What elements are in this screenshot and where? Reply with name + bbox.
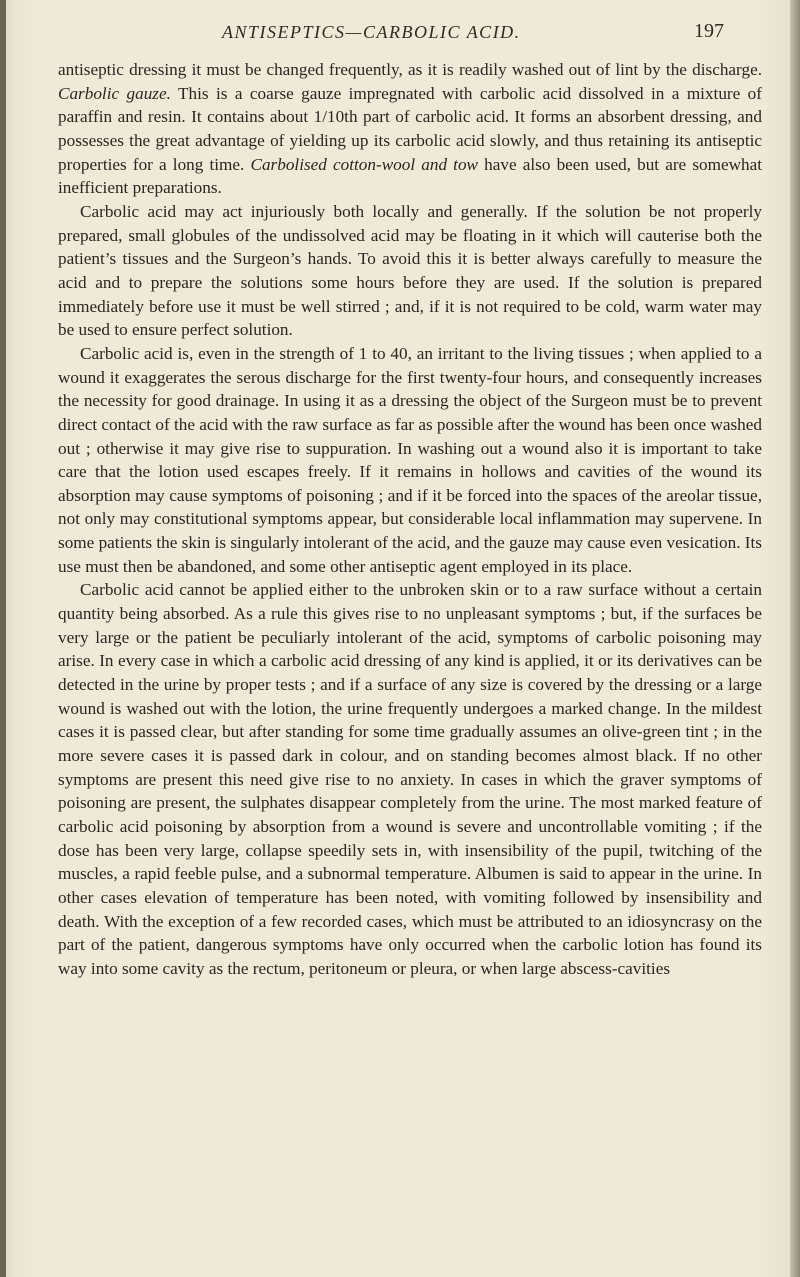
paragraph (58, 200, 762, 342)
italic-run: Carbolised cotton-wool and tow (250, 154, 479, 174)
page-number: 197 (694, 20, 724, 42)
text-run: Carbolic acid may act injuriously both locally and generally. If the solution be not properly prepared, small globules of the undissolved acid may be floating in it which will cauterise both the patient’s tissues and the Surgeon’s hands. To avoid this it is better always carefully to measure the acid and to prepare the solutions some hours before they are used. If the solution is prepared immediately before use it must be well stirred ; and, if it is not required to be cold, warm water may be used to ensure perfect solution. (58, 201, 762, 340)
text-run: Carbolic acid cannot be applied either to the unbroken skin or to a raw surface without a certain quantity being absorbed. As a rule this gives rise to no unpleasant symptoms ; but, if the surfaces be very large or the patient be peculiarly intolerant of the acid, symptoms of carbolic poisoning may arise. In every case in which a carbolic acid dressing of any kind is applied, it or its derivatives can be detected in the urine by proper tests ; and if a surface of any size is covered by the dressing or a large wound is washed out with the lotion, the urine frequently undergoes a marked change. In the mildest cases it is passed clear, but after standing for some time gradually assumes an olive-green tint ; in the more severe cases it is passed dark in colour, and on standing becomes almost black. If no other symptoms are present this need give rise to no anxiety. In cases in which the graver symptoms of poisoning are present, the sulphates disappear completely from the urine. The most marked feature of carbolic acid poisoning by absorption from a wound is severe and uncontrollable vomiting ; if the dose has been very large, collapse speedily sets in, with insensibility of the pupil, twitching of the muscles, a rapid feeble pulse, and a subnormal temperature. Albumen is said to appear in the urine. In other cases elevation of temperature has been noted, with vomiting followed by insensibility and death. With the exception of a few recorded cases, which must be attributed to an idiosyncrasy on the part of the patient, dangerous symptoms have only occurred when the carbolic lotion has found its way into some cavity as the rectum, peritoneum or pleura, or when large abscess-cavities (58, 580, 762, 978)
page-right-edge (790, 0, 800, 1277)
italic-run: Carbolic gauze. (58, 83, 171, 103)
text-run: have also been used, but are somewhat inefficient preparations. (58, 154, 763, 198)
body-text (58, 58, 762, 981)
text-run: This is a coarse gauze impregnated with carbolic acid dissolved in a mixture of paraffin and resin. It contains about 1/10th part of carbolic acid. It forms an absorbent dressing, and possesses the great advantage of yielding up its carbolic acid slowly, and thus retaining its antiseptic properties for a long time. (58, 83, 762, 174)
paragraph (58, 342, 762, 579)
page-header (0, 14, 800, 44)
text-run: Carbolic acid is, even in the strength of 1 to 40, an irritant to the living tissues ; when applied to a wound it exaggerates the serous discharge for the first twenty-four hours, and consequently increases the necessity for good drainage. In using it as a dressing the object of the Surgeon must be to prevent direct contact of the acid with the raw surface as far as possible after the wound has been once washed out ; otherwise it may give rise to suppuration. In washing out a wound also it is important to take care that the lotion used escapes freely. If it remains in hollows and cavities of the wound its absorption may cause symptoms of poisoning ; and if it be forced into the spaces of the areolar tissue, not only may constitutional symptoms appear, but considerable local inflammation may supervene. In some patients the skin is singularly intolerant of the acid, and the gauze may cause even vesication. Its use must then be abandoned, and some other antiseptic agent employed in its place. (58, 343, 762, 576)
paragraph (58, 58, 762, 200)
text-run: antiseptic dressing it must be changed frequently, as it is readily washed out of lint by the discharge. (58, 60, 762, 79)
paragraph (58, 578, 762, 980)
running-title: ANTISEPTICS—CARBOLIC ACID. (222, 22, 521, 42)
page-left-edge (0, 0, 6, 1277)
